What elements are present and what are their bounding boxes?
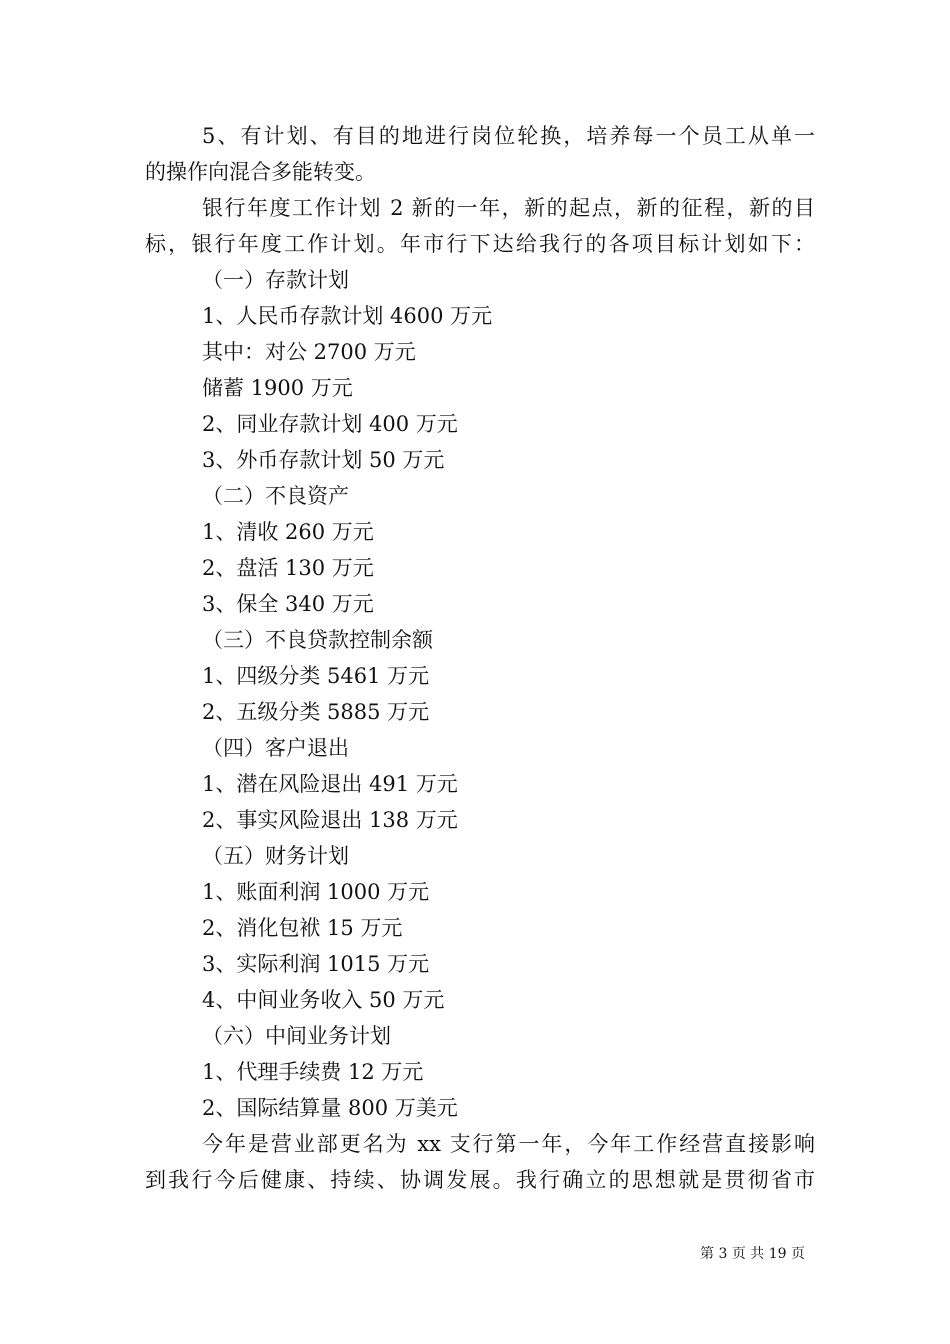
list-item: 1、人民币存款计划 4600 万元 (202, 304, 493, 328)
section-heading: （三）不良贷款控制余额 (202, 628, 433, 652)
list-item: 2、消化包袱 15 万元 (202, 916, 403, 940)
list-item: 2、五级分类 5885 万元 (202, 700, 430, 724)
section-heading: （六）中间业务计划 (202, 1024, 391, 1048)
document-body (145, 118, 815, 1198)
page-number-footer: 第 3 页 共 19 页 (700, 1246, 805, 1262)
paragraph-line: 到我行今后健康、持续、协调发展。我行确立的思想就是贯彻省市 (145, 1168, 815, 1192)
section-heading: （五）财务计划 (202, 844, 349, 868)
list-item: 2、事实风险退出 138 万元 (202, 808, 458, 832)
section-heading: （二）不良资产 (202, 484, 349, 508)
list-item: 1、潜在风险退出 491 万元 (202, 772, 458, 796)
list-item: 储蓄 1900 万元 (202, 376, 353, 400)
list-item: 2、盘活 130 万元 (202, 556, 374, 580)
section-heading: （四）客户退出 (202, 736, 349, 760)
paragraph-line: 标，银行年度工作计划。年市行下达给我行的各项目标计划如下： (145, 232, 815, 256)
list-item: 2、同业存款计划 400 万元 (202, 412, 458, 436)
list-item: 2、国际结算量 800 万美元 (202, 1096, 458, 1120)
list-item: 3、外币存款计划 50 万元 (202, 448, 445, 472)
list-item: 其中：对公 2700 万元 (202, 340, 416, 364)
list-item: 3、保全 340 万元 (202, 592, 374, 616)
list-item: 4、中间业务收入 50 万元 (202, 988, 445, 1012)
paragraph-line: 5、有计划、有目的地进行岗位轮换，培养每一个员工从单一 (202, 124, 815, 148)
list-item: 1、清收 260 万元 (202, 520, 374, 544)
paragraph-line: 的操作向混合多能转变。 (145, 160, 376, 184)
list-item: 1、代理手续费 12 万元 (202, 1060, 424, 1084)
paragraph-line: 银行年度工作计划 2 新的一年，新的起点，新的征程，新的目 (202, 196, 815, 220)
list-item: 1、账面利润 1000 万元 (202, 880, 430, 904)
paragraph-line: 今年是营业部更名为 xx 支行第一年，今年工作经营直接影响 (202, 1132, 815, 1156)
section-heading: （一）存款计划 (202, 268, 349, 292)
list-item: 3、实际利润 1015 万元 (202, 952, 430, 976)
list-item: 1、四级分类 5461 万元 (202, 664, 430, 688)
